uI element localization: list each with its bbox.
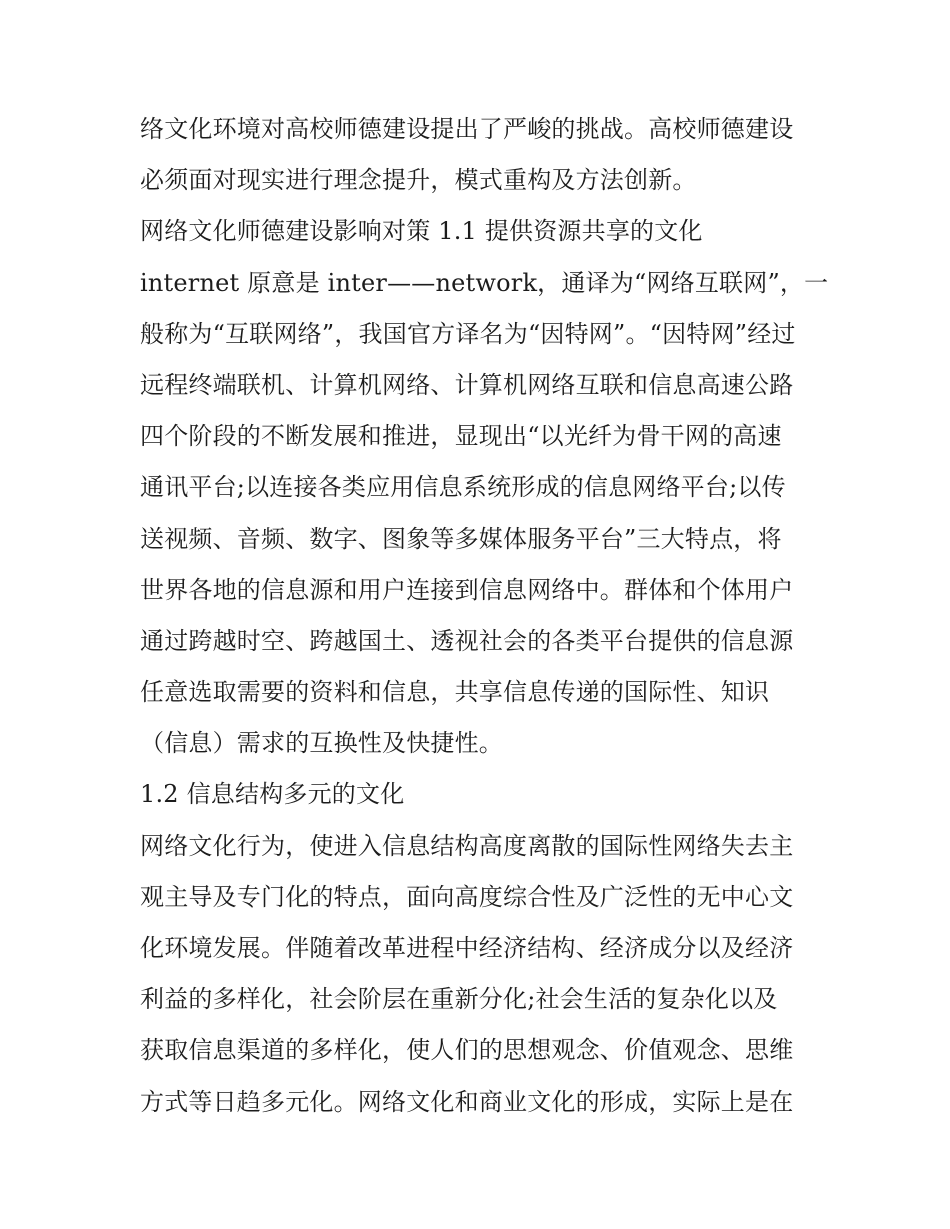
text-line: 利益的多样化，社会阶层在重新分化;社会生活的复杂化以及	[140, 985, 778, 1014]
text-line: 必须面对现实进行理念提升，模式重构及方法创新。	[140, 166, 697, 195]
text-line: 远程终端联机、计算机网络、计算机网络互联和信息高速公路	[140, 370, 794, 399]
document-body	[140, 108, 829, 1132]
text-line: 方式等日趋多元化。网络文化和商业文化的形成，实际上是在	[140, 1087, 794, 1116]
text-line: 获取信息渠道的多样化，使人们的思想观念、价值观念、思维	[140, 1036, 794, 1065]
text-line: internet 原意是 inter——network，通译为“网络互联网”，一	[140, 268, 829, 297]
text-line: 络文化环境对高校师德建设提出了严峻的挑战。高校师德建设	[140, 115, 794, 143]
text-line: 通过跨越时空、跨越国土、透视社会的各类平台提供的信息源	[140, 626, 794, 655]
section-heading-line: 网络文化师德建设影响对策 1.1 提供资源共享的文化	[140, 217, 703, 246]
text-line: 送视频、音频、数字、图象等多媒体服务平台”三大特点，将	[140, 524, 782, 553]
text-line: 网络文化行为，使进入信息结构高度离散的国际性网络失去主	[140, 831, 794, 860]
text-line: （信息）需求的互换性及快捷性。	[140, 729, 503, 758]
text-line: 世界各地的信息源和用户连接到信息网络中。群体和个体用户	[140, 575, 794, 604]
text-line: 化环境发展。伴随着改革进程中经济结构、经济成分以及经济	[140, 934, 794, 962]
text-line: 通讯平台;以连接各类应用信息系统形成的信息网络平台;以传	[140, 473, 786, 502]
text-line: 四个阶段的不断发展和推进，显现出“以光纤为骨干网的高速	[140, 422, 782, 451]
text-line: 任意选取需要的资料和信息，共享信息传递的国际性、知识	[140, 678, 770, 707]
text-line: 观主导及专门化的特点，面向高度综合性及广泛性的无中心文	[140, 882, 794, 911]
section-heading: 1.2 信息结构多元的文化	[140, 780, 405, 809]
text-line: 般称为“互联网络”，我国官方译名为“因特网”。“因特网”经过	[140, 319, 796, 348]
